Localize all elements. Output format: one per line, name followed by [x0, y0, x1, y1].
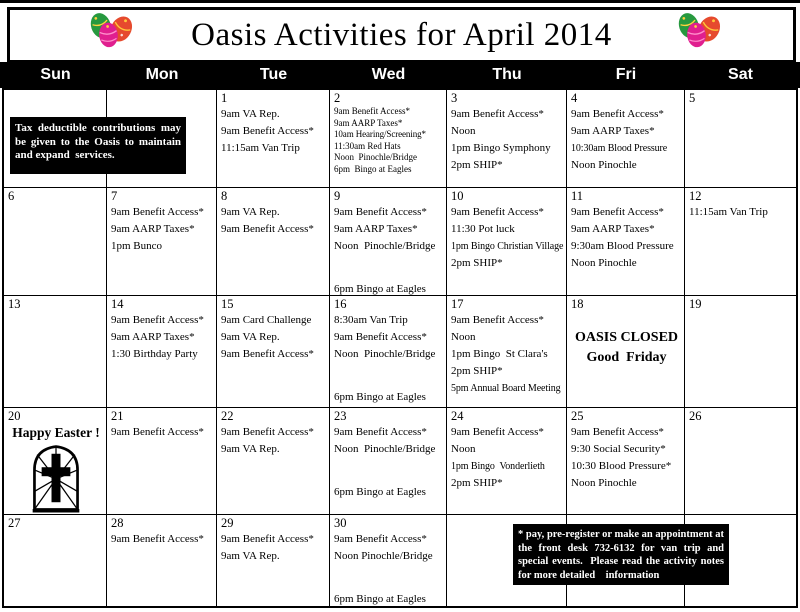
- date-number: 9: [334, 189, 341, 203]
- day-cell-15: [217, 296, 330, 408]
- event-entry: Noon: [451, 443, 476, 455]
- event-entry: 1pm Bunco: [111, 240, 163, 252]
- event-entry: Noon Pinochle/Bridge: [334, 443, 436, 455]
- date-number: 30: [334, 516, 347, 530]
- day-cell-7: [107, 188, 217, 296]
- day-cell-17: [447, 296, 567, 408]
- date-number: 5: [689, 91, 696, 105]
- date-number: 14: [111, 297, 124, 311]
- closed-notice-line: Good Friday: [586, 350, 667, 365]
- day-cell-8: [217, 188, 330, 296]
- event-entry: 10:30am Blood Pressure: [571, 143, 668, 154]
- date-number: 19: [689, 297, 702, 311]
- date-number: 27: [8, 516, 21, 530]
- event-entry: 9:30am Blood Pressure: [571, 240, 674, 252]
- event-entry: Noon Pinochle/Bridge: [334, 348, 436, 360]
- event-entry: 1:30 Birthday Party: [111, 348, 198, 360]
- day-cell-23: [330, 408, 447, 515]
- date-number: 10: [451, 189, 464, 203]
- top-rule: [0, 0, 800, 3]
- event-entry: 11:30 Pot luck: [451, 223, 515, 235]
- event-gap: [334, 363, 444, 376]
- event-entry: 9am AARP Taxes*: [111, 223, 195, 235]
- event-entry: 2pm SHIP*: [451, 159, 503, 171]
- footer-note-box: * pay, pre-register or make an appointment at the front desk 732-6132 for van trip and special events. Please read the activity notes for more detailed information: [513, 524, 729, 585]
- date-number: 26: [689, 409, 702, 423]
- event-entry: 11:15am Van Trip: [221, 142, 300, 154]
- weekday-thu: Thu: [492, 66, 522, 83]
- day-cell-18: [567, 296, 685, 408]
- event-entry: 9am Benefit Access*: [111, 314, 204, 326]
- church-window-cross-icon: [29, 443, 83, 513]
- day-cell-21: [107, 408, 217, 515]
- weekday-tue: Tue: [259, 66, 288, 83]
- date-number: 12: [689, 189, 702, 203]
- event-entry: 9am Benefit Access*: [221, 223, 314, 235]
- event-gap: [334, 565, 444, 578]
- event-entry: 1pm Bingo Vonderlieth: [451, 461, 545, 472]
- date-number: 2: [334, 91, 341, 105]
- date-number: 15: [221, 297, 234, 311]
- date-number: 13: [8, 297, 21, 311]
- date-number: 28: [111, 516, 124, 530]
- event-entry: Noon: [451, 125, 476, 137]
- event-entry: Noon Pinochle: [571, 477, 637, 489]
- day-cell-22: [217, 408, 330, 515]
- event-entry: 9am Benefit Access*: [334, 426, 427, 438]
- event-entry: 9am Benefit Access*: [221, 125, 314, 137]
- day-cell-4: [567, 90, 685, 188]
- event-gap: [334, 458, 444, 471]
- event-entry: 9am AARP Taxes*: [111, 331, 195, 343]
- date-number: 3: [451, 91, 458, 105]
- day-cell-5: [685, 90, 796, 188]
- event-entry: 9am VA Rep.: [221, 550, 280, 562]
- event-entry: 9am Benefit Access*: [221, 426, 314, 438]
- event-entry: 9am Benefit Access*: [111, 533, 204, 545]
- date-number: 17: [451, 297, 464, 311]
- day-cell-19: [685, 296, 796, 408]
- event-gap: [334, 578, 444, 591]
- event-entry: 9am Benefit Access*: [334, 206, 427, 218]
- date-number: 11: [571, 189, 584, 203]
- easter-eggs-icon: [80, 7, 142, 51]
- date-number: 4: [571, 91, 578, 105]
- date-number: 23: [334, 409, 347, 423]
- event-entry: 9am Benefit Access*: [221, 533, 314, 545]
- date-number: 25: [571, 409, 584, 423]
- date-number: 22: [221, 409, 234, 423]
- day-cell-26: [685, 408, 796, 515]
- page-title: Oasis Activities for April 2014: [191, 16, 612, 53]
- event-gap: [334, 268, 444, 281]
- event-entry: 9am AARP Taxes*: [571, 125, 655, 137]
- event-gap: [334, 376, 444, 389]
- event-entry: 9am Benefit Access*: [111, 206, 204, 218]
- closed-notice-line: OASIS CLOSED: [574, 330, 679, 345]
- event-entry: 5pm Annual Board Meeting: [451, 383, 561, 394]
- event-entry: 9am Benefit Access*: [451, 206, 544, 218]
- event-entry: 9am AARP Taxes*: [571, 223, 655, 235]
- day-cell-28: [107, 515, 217, 606]
- event-entry: 9am Benefit Access*: [571, 426, 664, 438]
- date-number: 21: [111, 409, 124, 423]
- event-entry: 9am VA Rep.: [221, 443, 280, 455]
- day-cell-16: [330, 296, 447, 408]
- tax-note-box: Tax deductible contributions may be given to the Oasis to maintain and expand services.: [10, 117, 186, 174]
- event-entry: 9am Benefit Access*: [451, 426, 544, 438]
- event-entry: 9am AARP Taxes*: [334, 223, 418, 235]
- day-cell-1: [217, 90, 330, 188]
- event-entry: 9:30 Social Security*: [571, 443, 666, 455]
- event-entry: 9am Benefit Access*: [334, 533, 427, 545]
- date-number: 20: [8, 409, 21, 423]
- event-entry: 8:30am Van Trip: [334, 314, 408, 326]
- event-entry: 9am VA Rep.: [221, 331, 280, 343]
- event-entry: 9am Benefit Access*: [334, 331, 427, 343]
- date-number: 1: [221, 91, 228, 105]
- weekday-header-grid: [4, 62, 796, 88]
- event-entry: 9am AARP Taxes*: [334, 117, 403, 128]
- easter-eggs-icon: [668, 7, 730, 51]
- event-entry: Noon: [451, 331, 476, 343]
- event-entry: 1pm Bingo Symphony: [451, 142, 551, 154]
- day-cell-24: [447, 408, 567, 515]
- event-entry: 9am Benefit Access*: [451, 314, 544, 326]
- event-entry: Noon Pinochle/Bridge: [334, 240, 436, 252]
- event-entry: 6pm Bingo at Eagles: [334, 283, 426, 295]
- event-entry: Noon Pinochle/Bridge: [334, 550, 433, 562]
- weekday-header-band: [0, 62, 800, 88]
- weekday-sun: Sun: [40, 66, 71, 83]
- day-cell-14: [107, 296, 217, 408]
- day-cell-9: [330, 188, 447, 296]
- day-cell-11: [567, 188, 685, 296]
- event-entry: 6pm Bingo at Eagles: [334, 593, 426, 605]
- day-cell-27: [4, 515, 107, 606]
- date-number: 7: [111, 189, 118, 203]
- weekday-wed: Wed: [371, 66, 406, 83]
- event-entry: 2pm SHIP*: [451, 365, 503, 377]
- event-entry: Noon Pinochle: [571, 257, 637, 269]
- event-gap: [334, 471, 444, 484]
- day-cell-20: [4, 408, 107, 515]
- event-entry: 9am Benefit Access*: [451, 108, 544, 120]
- day-cell-10: [447, 188, 567, 296]
- date-number: 8: [221, 189, 228, 203]
- event-entry: Noon Pinochle: [571, 159, 637, 171]
- event-entry: 6pm Bingo at Eagles: [334, 391, 426, 403]
- date-number: 6: [8, 189, 15, 203]
- event-entry: 6pm Bingo at Eagles: [334, 163, 412, 174]
- event-entry: 1pm Bingo St Clara's: [451, 348, 548, 360]
- event-entry: 9am Benefit Access*: [334, 106, 410, 116]
- day-cell-12: [685, 188, 796, 296]
- day-cell-3: [447, 90, 567, 188]
- event-entry: 11:30am Red Hats: [334, 140, 401, 151]
- easter-greeting: Happy Easter !: [12, 425, 100, 440]
- day-cell-30: [330, 515, 447, 606]
- event-entry: 1pm Bingo Christian Village: [451, 241, 564, 252]
- date-number: 16: [334, 297, 347, 311]
- event-entry: 10:30 Blood Pressure*: [571, 460, 672, 472]
- day-cell-2: [330, 90, 447, 188]
- date-number: 18: [571, 297, 584, 311]
- day-cell-29: [217, 515, 330, 606]
- weekday-sat: Sat: [728, 66, 753, 83]
- event-entry: 9am Benefit Access*: [571, 206, 664, 218]
- event-entry: 11:15am Van Trip: [689, 206, 768, 218]
- day-cell-25: [567, 408, 685, 515]
- event-entry: 9am Benefit Access*: [571, 108, 664, 120]
- event-entry: Noon Pinochle/Bridge: [334, 152, 417, 162]
- event-entry: 9am Benefit Access*: [111, 426, 204, 438]
- event-entry: 6pm Bingo at Eagles: [334, 486, 426, 498]
- event-entry: 2pm SHIP*: [451, 257, 503, 269]
- event-gap: [334, 255, 444, 268]
- date-number: 29: [221, 516, 234, 530]
- date-number: 24: [451, 409, 464, 423]
- event-entry: 2pm SHIP*: [451, 477, 503, 489]
- day-cell-13: [4, 296, 107, 408]
- event-entry: 9am VA Rep.: [221, 108, 280, 120]
- event-entry: 9am Benefit Access*: [221, 348, 314, 360]
- event-entry: 9am Card Challenge: [221, 314, 312, 326]
- day-cell-6: [4, 188, 107, 296]
- event-entry: 9am VA Rep.: [221, 206, 280, 218]
- weekday-mon: Mon: [145, 66, 179, 83]
- event-entry: 10am Hearing/Screening*: [334, 129, 426, 139]
- weekday-fri: Fri: [615, 66, 637, 83]
